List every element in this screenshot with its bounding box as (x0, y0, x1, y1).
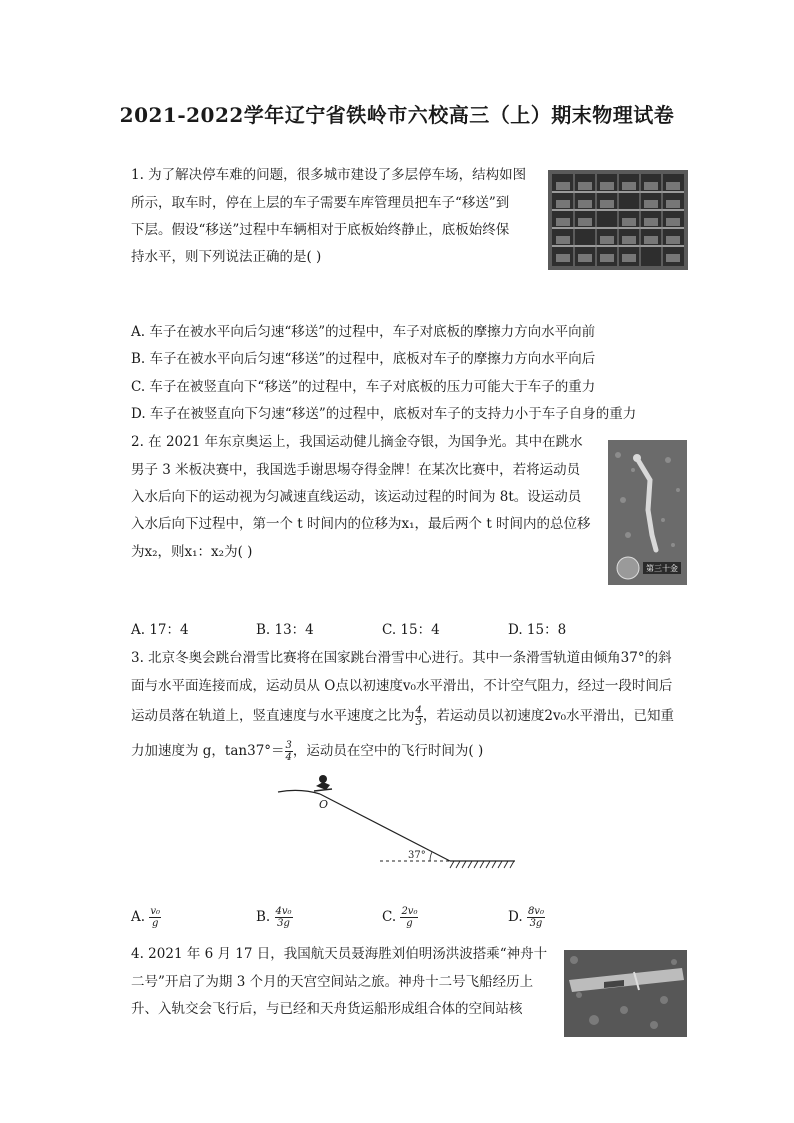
slope-line (320, 794, 450, 861)
q2-option-b: B. 13：4 (256, 622, 314, 638)
q3-line-3-text-a: 运动员落在轨道上，竖直速度与水平速度之比为 (131, 708, 415, 724)
q3-option-a (131, 906, 161, 929)
space-station-photo (564, 950, 687, 1037)
diver-photo (608, 440, 687, 585)
q1-line-4: 持水平，则下列说法正确的是( ) (131, 249, 322, 265)
tan-denominator: 4 (285, 752, 292, 763)
option-numerator: v₀ (150, 906, 161, 917)
q4-line-1: 4. 2021 年 6 月 17 日，我国航天员聂海胜刘伯明汤洪波搭乘“神舟十 (131, 946, 548, 962)
q2-option-d: D. 15：8 (508, 622, 567, 638)
option-denominator: g (151, 918, 159, 929)
option-label: D. (508, 909, 523, 925)
option-label: C. (382, 909, 397, 925)
q3-line-4 (131, 739, 483, 763)
paper-title: 2021-2022学年辽宁省铁岭市六校高三（上）期末物理试卷 (119, 103, 675, 127)
q3-line-2: 面与水平面连接而成，运动员从 O点以初速度v₀水平滑出，不计空气阻力，经过一段时间后 (131, 678, 673, 694)
tan-numerator: 3 (285, 740, 292, 751)
q3-option-d (508, 906, 545, 929)
q1-option-b: B. 车子在被水平向后匀速“移送”的过程中，底板对车子的摩擦力方向水平向后 (131, 351, 596, 367)
option-a-fraction (149, 906, 161, 929)
ground-hatching (450, 861, 514, 868)
q1-option-a: A. 车子在被水平向后匀速“移送”的过程中，车子对底板的摩擦力方向水平向前 (131, 324, 596, 340)
option-c-fraction (400, 906, 418, 929)
point-o-label: O (319, 798, 329, 811)
option-denominator: g (406, 918, 413, 929)
option-numerator: 2v₀ (401, 906, 418, 917)
q2-line-5: 为x₂，则x₁：x₂为( ) (131, 544, 253, 560)
tan-fraction (285, 740, 293, 763)
q1-option-d: D. 车子在被竖直向下匀速“移送”的过程中，底板对车子的支持力小于车子自身的重力 (131, 406, 637, 422)
q2-line-2: 男子 3 米板决赛中，我国选手谢思埸夺得金牌！在某次比赛中，若将运动员 (131, 462, 581, 478)
option-label: B. (256, 909, 271, 925)
q2-line-4: 入水后向下过程中，第一个 t 时间内的位移为x₁，最后两个 t 时间内的总位移 (131, 516, 591, 532)
option-denominator: 3g (277, 918, 290, 929)
option-denominator: 3g (529, 918, 543, 929)
q3-line-1: 3. 北京冬奥会跳台滑雪比赛将在国家跳台滑雪中心进行。其中一条滑雪轨道由倾角37°的斜 (131, 650, 672, 666)
angle-label: 37° (408, 850, 426, 861)
q3-line-4-text-b: ，运动员在空中的飞行时间为( ) (292, 743, 484, 759)
q1-option-c: C. 车子在被竖直向下“移送”的过程中，车子对底板的压力可能大于车子的重力 (131, 379, 596, 395)
q1-line-3: 下层。假设“移送”过程中车辆相对于底板始终静止，底板始终保 (131, 222, 510, 238)
ratio-numerator: 4 (415, 705, 422, 716)
velocity-ratio-fraction (415, 705, 423, 728)
option-b-fraction (275, 906, 293, 929)
q2-line-1: 2. 在 2021 年东京奥运上，我国运动健儿摘金夺银，为国争光。其中在跳水 (131, 434, 583, 450)
angle-arc (430, 852, 432, 861)
q1-line-1: 1. 为了解决停车难的问题，很多城市建设了多层停车场，结构如图 (131, 167, 527, 183)
skier-icon (314, 775, 332, 791)
q3-option-b (256, 906, 293, 929)
option-label: A. (131, 909, 146, 925)
q2-line-3: 入水后向下的运动视为匀减速直线运动，该运动过程的时间为 8t。设运动员 (131, 489, 582, 505)
q3-line-3 (131, 704, 674, 728)
q4-line-2: 二号”开启了为期 3 个月的天宫空间站之旅。神舟十二号飞船经历上 (131, 974, 534, 990)
q3-option-c (382, 906, 418, 929)
q3-line-4-text-a: 力加速度为 g，tan37°＝ (131, 743, 285, 759)
option-numerator: 4v₀ (275, 906, 292, 917)
q1-line-2: 所示，取车时，停在上层的车子需要车库管理员把车子“移送”到 (131, 195, 510, 211)
q2-option-c: C. 15：4 (382, 622, 440, 638)
photo-caption: 第三十金 (646, 564, 678, 573)
parking-garage-photo (548, 170, 688, 270)
take-off-ramp (278, 790, 320, 794)
option-numerator: 8v₀ (527, 906, 544, 917)
q4-line-3: 升、入轨交会飞行后，与已经和天舟货运船形成组合体的空间站核 (131, 1001, 523, 1017)
q3-line-3-text-b: ，若运动员以初速度2v₀水平滑出，已知重 (422, 708, 675, 724)
q2-option-a: A. 17：4 (131, 622, 189, 638)
option-d-fraction (527, 906, 545, 929)
ratio-denominator: 3 (415, 717, 422, 728)
ski-slope-diagram (270, 770, 530, 875)
